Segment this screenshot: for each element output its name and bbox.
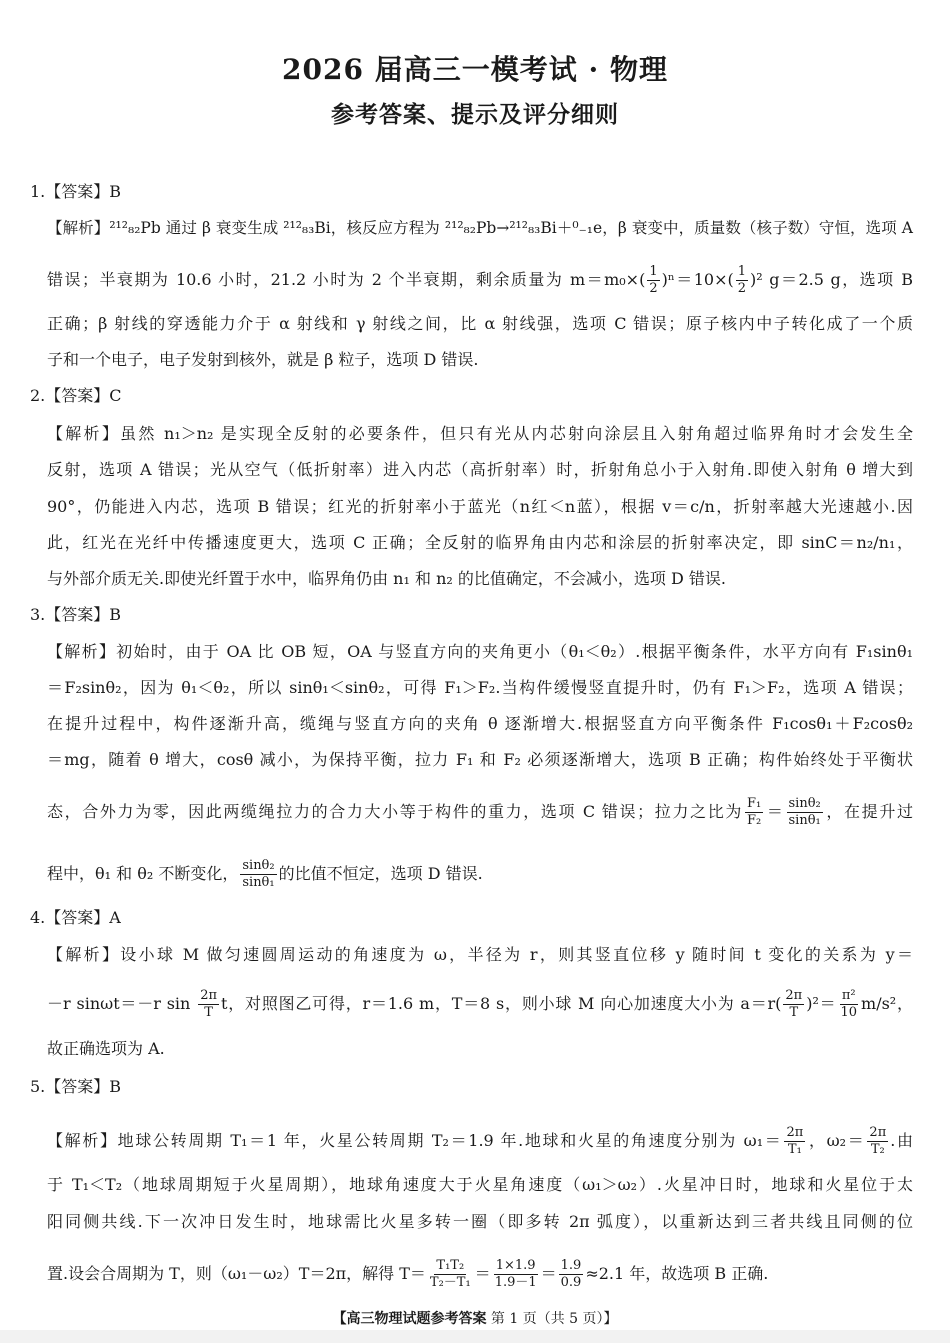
fraction xyxy=(428,1258,473,1291)
numerator: 2π xyxy=(869,1125,887,1140)
text-segment: 正确；β 射线的穿透能力介于 α 射线和 γ 射线之间，比 α 射线强，选项 C 错误；原子核内中子转化成了一个质 xyxy=(47,314,913,333)
text-segment: ＝ xyxy=(540,1264,557,1283)
text-line xyxy=(47,1037,913,1061)
fraction xyxy=(240,858,276,891)
text-segment: ＝F₂sinθ₂，因为 θ₁＜θ₂，所以 sinθ₁＜sinθ₂，可得 F₁＞F₂.当构件缓慢竖直提升时，仍有 F₁＞F₂，选项 A 错误； xyxy=(47,678,913,697)
answer-heading xyxy=(30,384,896,408)
text-line xyxy=(47,1173,913,1197)
numerator: π² xyxy=(841,988,856,1003)
text-line xyxy=(47,495,913,519)
numerator: 2π xyxy=(785,988,803,1003)
text-segment: 阳同侧共线.下一次冲日发生时，地球需比火星多转一圈（即多转 2π 弧度），以重新达到三者共线且同侧的位 xyxy=(47,1212,913,1231)
footer-label: 【高三物理试题参考答案 xyxy=(332,1311,487,1327)
text-line xyxy=(47,348,913,372)
denominator: 1.9－1 xyxy=(494,1275,537,1290)
text-segment: 90°，仍能进入内芯，选项 B 错误；红光的折射率小于蓝光（n红＜n蓝），根据 v＝c/n，折射率越大光速越小.因 xyxy=(47,497,913,516)
text-segment: 【解析】虽然 n₁＞n₂ 是实现全反射的必要条件，但只有光从内芯射向涂层且入射角超过临界角时才会发生全 xyxy=(47,424,913,443)
denominator: 2 xyxy=(649,281,658,296)
page-number: 第 1 页（共 5 页）】 xyxy=(490,1311,618,1327)
text-segment: )²＝ xyxy=(806,994,837,1013)
answer-heading xyxy=(30,906,896,930)
text-segment: 【解析】地球公转周期 T₁＝1 年，火星公转周期 T₂＝1.9 年.地球和火星的角速度分别为 ω₁＝ xyxy=(47,1131,783,1150)
text-segment: 此，红光在光纤中传播速度更大，选项 C 正确；全反射的临界角由内芯和涂层的折射率决定，即 sinC＝n₂/n₁， xyxy=(47,533,913,552)
text-line xyxy=(47,422,913,446)
text-line xyxy=(47,567,913,591)
numerator: 2π xyxy=(200,988,218,1003)
text-line xyxy=(47,458,913,482)
numerator: T₁T₂ xyxy=(436,1258,465,1273)
text-line xyxy=(47,312,913,336)
fraction xyxy=(784,1125,805,1158)
text-line xyxy=(47,796,913,829)
denominator: 10 xyxy=(840,1005,858,1020)
text-segment: 与外部介质无关.即使光纤置于水中，临界角仍由 n₁ 和 n₂ 的比值确定，不会减小，选项 D 错误. xyxy=(47,569,726,588)
text-segment: )² g＝2.5 g，选项 B xyxy=(750,270,913,289)
text-segment: ，在提升过 xyxy=(824,802,913,821)
text-line xyxy=(47,1125,913,1158)
text-segment: ≈2.1 年，故选项 B 正确. xyxy=(585,1264,769,1283)
denominator: T₂ xyxy=(870,1142,885,1157)
fraction xyxy=(559,1258,584,1291)
denominator: sinθ₁ xyxy=(788,813,821,828)
text-segment: 程中，θ₁ 和 θ₂ 不断变化， xyxy=(47,864,239,883)
numerator: F₁ xyxy=(747,796,762,811)
denominator: 0.9 xyxy=(560,1275,582,1290)
text-segment: 置.设会合周期为 T，则（ω₁－ω₂）T＝2π，解得 T＝ xyxy=(47,1264,426,1283)
text-segment: 态，合外力为零，因此两缆绳拉力的合力大小等于构件的重力，选项 C 错误；拉力之比为 xyxy=(47,802,743,821)
text-segment: 于 T₁＜T₂（地球周期短于火星周期），地球角速度大于火星角速度（ω₁＞ω₂）.火星冲日时，地球和火星位于太 xyxy=(47,1175,913,1194)
fraction xyxy=(787,796,823,829)
text-segment: .由 xyxy=(890,1131,914,1150)
text-segment: 【解析】²¹²₈₂Pb 通过 β 衰变生成 ²¹²₈₃Bi，核反应方程为 ²¹²₈₂Pb→²¹²₈₃Bi＋⁰₋₁e，β 衰变中，质量数（核子数）守恒，选项 A xyxy=(47,219,913,237)
fraction xyxy=(783,988,804,1021)
fraction xyxy=(736,264,748,297)
text-segment: 2.【答案】C xyxy=(30,386,122,405)
fraction xyxy=(838,988,859,1021)
text-line xyxy=(47,1258,913,1291)
page-bottom-edge xyxy=(0,1330,950,1343)
denominator: T xyxy=(204,1005,213,1020)
text-line xyxy=(47,531,913,555)
fraction xyxy=(745,796,763,829)
text-segment: ＝ xyxy=(765,802,785,821)
text-segment: 在提升过程中，构件逐渐升高，缆绳与竖直方向的夹角 θ 逐渐增大.根据竖直方向平衡条件 F₁cosθ₁＋F₂cosθ₂ xyxy=(47,714,913,733)
text-segment: ，ω₂＝ xyxy=(807,1131,866,1150)
text-segment: 错误；半衰期为 10.6 小时，21.2 小时为 2 个半衰期，剩余质量为 m＝m₀×( xyxy=(47,270,646,289)
text-line xyxy=(47,988,913,1021)
text-segment: 子和一个电子，电子发射到核外，就是 β 粒子，选项 D 错误. xyxy=(47,350,479,369)
numerator: sinθ₂ xyxy=(242,858,275,873)
denominator: T₁ xyxy=(787,1142,802,1157)
document-subtitle: 参考答案、提示及评分细则 xyxy=(331,101,619,128)
text-segment: 的比值不恒定，选项 D 错误. xyxy=(278,864,483,883)
text-line xyxy=(47,676,913,700)
denominator: F₂ xyxy=(747,813,762,828)
text-segment: ＝mg，随着 θ 增大，cosθ 减小，为保持平衡，拉力 F₁ 和 F₂ 必须逐渐增大，选项 B 正确；构件始终处于平衡状 xyxy=(47,750,913,769)
document-title: 2026 届高三一模考试 · 物理 xyxy=(282,53,668,86)
text-line xyxy=(47,640,913,664)
text-line xyxy=(47,1210,913,1234)
numerator: 1 xyxy=(649,264,658,279)
denominator: T₂－T₁ xyxy=(429,1275,471,1290)
numerator: 1×1.9 xyxy=(495,1258,536,1273)
text-segment: t，对照图乙可得，r＝1.6 m，T＝8 s，则小球 M 向心加速度大小为 a＝r( xyxy=(221,994,782,1013)
fraction xyxy=(867,1125,888,1158)
text-line xyxy=(47,943,913,967)
text-segment: )ⁿ＝10×( xyxy=(661,270,734,289)
numerator: sinθ₂ xyxy=(788,796,821,811)
text-segment: 【解析】初始时，由于 OA 比 OB 短，OA 与竖直方向的夹角更小（θ₁＜θ₂）.根据平衡条件，水平方向有 F₁sinθ₁ xyxy=(47,642,913,661)
text-line xyxy=(47,216,913,240)
text-line xyxy=(47,858,913,891)
text-segment: 【解析】设小球 M 做匀速圆周运动的角速度为 ω，半径为 r，则其竖直位移 y 随时间 t 变化的关系为 y＝ xyxy=(47,945,913,964)
text-segment: 5.【答案】B xyxy=(30,1077,122,1096)
fraction xyxy=(647,264,659,297)
text-segment: 4.【答案】A xyxy=(30,908,121,927)
answer-heading xyxy=(30,1075,896,1099)
text-segment: 1.【答案】B xyxy=(30,182,122,201)
text-line xyxy=(47,264,913,297)
text-segment: 故正确选项为 A. xyxy=(47,1039,165,1058)
numerator: 2π xyxy=(786,1125,804,1140)
text-segment: 反射，选项 A 错误；光从空气（低折射率）进入内芯（高折射率）时，折射角总小于入射角.即使入射角 θ 增大到 xyxy=(47,460,913,479)
text-segment: ＝ xyxy=(474,1264,491,1283)
answer-heading xyxy=(30,180,896,204)
text-segment: 3.【答案】B xyxy=(30,605,122,624)
text-segment: －r sinωt＝－r sin xyxy=(47,994,197,1013)
answer-heading xyxy=(30,603,896,627)
fraction xyxy=(493,1258,539,1291)
denominator: T xyxy=(789,1005,799,1020)
fraction xyxy=(198,988,219,1021)
denominator: sinθ₁ xyxy=(242,875,275,890)
text-segment: m/s²， xyxy=(861,994,913,1013)
denominator: 2 xyxy=(737,281,747,296)
numerator: 1.9 xyxy=(560,1258,582,1273)
numerator: 1 xyxy=(737,264,747,279)
page-footer xyxy=(0,1308,950,1328)
text-line xyxy=(47,712,913,736)
text-line xyxy=(47,748,913,772)
